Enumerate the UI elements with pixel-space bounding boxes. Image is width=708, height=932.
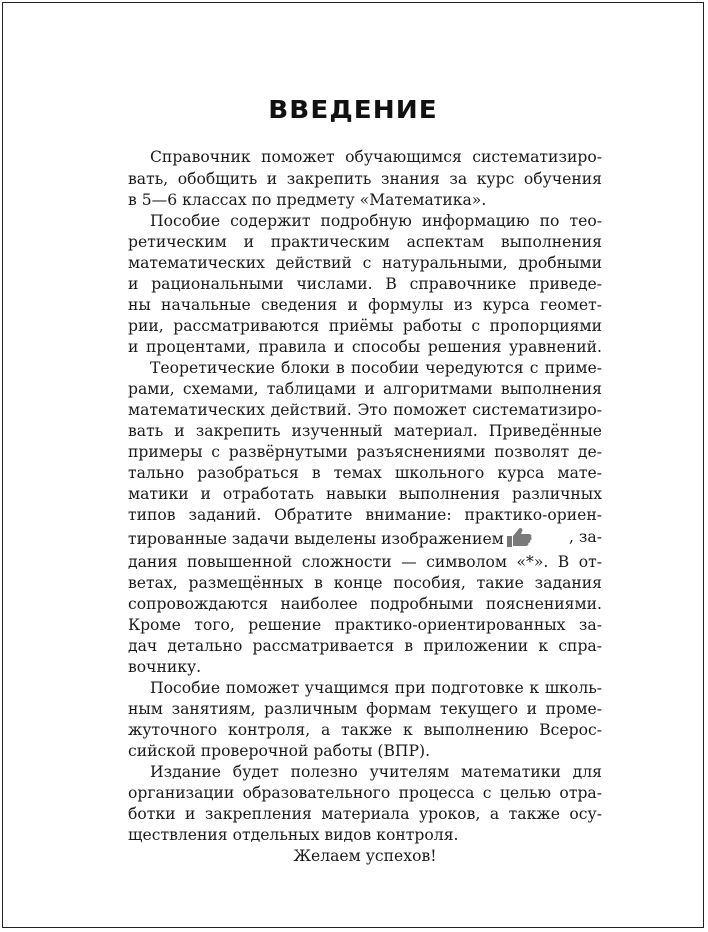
text-line: жуточного контроля, а также к выполнению Всерос- bbox=[128, 721, 602, 739]
thumbs-up-icon bbox=[506, 526, 532, 548]
text-line: сопровождаются наиболее подробными пояснениями. bbox=[128, 595, 602, 613]
text-line: в 5—6 классах по предмету «Математика». bbox=[128, 191, 487, 209]
text-line: организации образовательного процесса с целью отра- bbox=[128, 784, 602, 802]
text-line: Издание будет полезно учителям математики для bbox=[150, 763, 602, 781]
text-line: Пособие поможет учащимся при подготовке к школь- bbox=[150, 679, 602, 697]
text-line: ным занятиям, различным формам текущего и проме- bbox=[128, 700, 602, 718]
text-line: Справочник поможет обучающимся систематизиро- bbox=[150, 148, 602, 166]
text-line: и процентами, правила и способы решения уравнений. bbox=[128, 338, 602, 356]
text-line: примеры с развёрнутыми разъяснениями позволят де- bbox=[128, 443, 602, 461]
text-line: Теоретические блоки в пособии чередуются с приме- bbox=[150, 359, 602, 377]
text-line: математических действий. Это поможет систематизиро- bbox=[128, 401, 602, 419]
text-line: ботки и закрепления материала уроков, а также осу- bbox=[128, 805, 602, 823]
text-line: тально разобраться в темах школьного курса мате- bbox=[128, 464, 602, 482]
page-title: ВВЕДЕНИЕ bbox=[268, 95, 438, 124]
text-line: математических действий с натуральными, дробными bbox=[128, 254, 602, 272]
text-line: дания повышенной сложности — символом «*». В от- bbox=[128, 553, 602, 571]
text-line: вать и закрепить изученный материал. Приведённые bbox=[128, 422, 602, 440]
text-line: ветах, размещённых в конце пособия, такие задания bbox=[128, 574, 602, 592]
text-line: рии, рассматриваются приёмы работы с пропорциями bbox=[128, 317, 602, 335]
book-page bbox=[2, 2, 704, 928]
text-line: Пособие содержит подробную информацию по тео- bbox=[150, 212, 602, 230]
text-line: и рациональными числами. В справочнике приведе- bbox=[128, 275, 602, 293]
text-line: вать, обобщить и закрепить знания за курс обучения bbox=[128, 170, 602, 188]
text-line: дач детально рассматривается в приложении к спра- bbox=[128, 637, 602, 655]
text-segment: тированные задачи выделены изображением bbox=[128, 530, 504, 548]
text-line: ны начальные сведения и формулы из курса геомет- bbox=[128, 296, 602, 314]
text-line: вочнику. bbox=[128, 658, 202, 676]
text-line: ретическим и практическим аспектам выполнения bbox=[128, 233, 602, 251]
text-line: ществления отдельных видов контроля. bbox=[128, 826, 459, 844]
text-line: матики и отработать навыки выполнения различных bbox=[128, 485, 602, 503]
text-line-with-icon bbox=[128, 526, 602, 548]
text-line: рами, схемами, таблицами и алгоритмами выполнения bbox=[128, 380, 602, 398]
text-line: сийской проверочной работы (ВПР). bbox=[128, 742, 431, 760]
closing-line: Желаем успехов! bbox=[293, 847, 437, 865]
text-line: Кроме того, решение практико-ориентированных за- bbox=[128, 616, 602, 634]
text-segment: , за- bbox=[569, 528, 602, 546]
text-line: типов заданий. Обратите внимание: практико-ориен- bbox=[128, 506, 602, 524]
